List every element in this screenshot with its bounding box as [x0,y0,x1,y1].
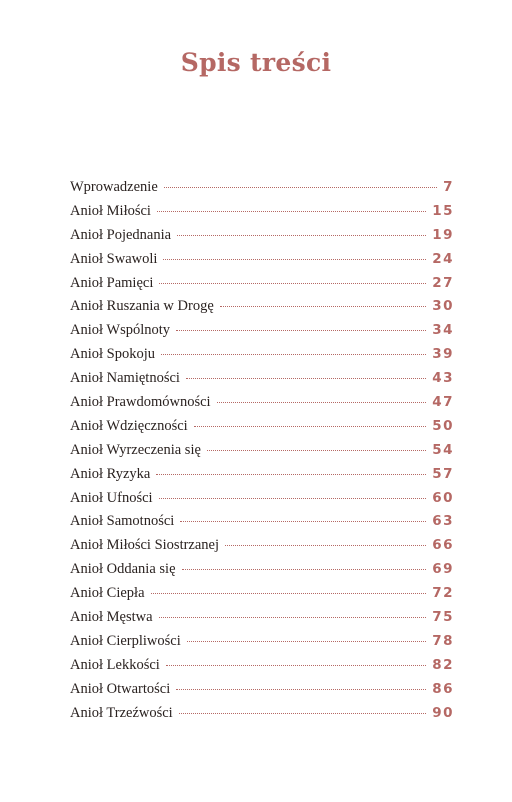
toc-entry-label: Wprowadzenie [70,179,158,195]
toc-entry-label: Anioł Pamięci [70,274,154,291]
toc-entry-page-number: 30 [432,298,454,315]
toc-entry [70,463,454,487]
toc-entry-label: Anioł Ruszania w Drogę [70,298,214,315]
toc-entry-label: Anioł Prawdomówności [70,394,211,411]
toc-entry-page-number: 57 [432,465,454,482]
toc-entry-page-number: 78 [432,632,454,649]
dot-leader [187,641,426,642]
toc-entry [70,200,454,224]
toc-entry [70,224,454,248]
toc-entry-page-number: 15 [432,202,454,219]
toc-entry [70,439,454,463]
toc-entry-label: Anioł Lekkości [70,656,160,673]
toc-entry [70,510,454,534]
toc-entry-page-number: 50 [432,417,454,434]
toc-entry-label: Anioł Cierpliwości [70,632,181,649]
dot-leader [157,211,426,212]
toc-entry [70,367,454,391]
dot-leader [163,259,426,260]
dot-leader [176,689,426,690]
toc-entry-page-number: 24 [432,250,454,267]
toc-entry-label: Anioł Spokoju [70,346,155,363]
toc-entry [70,702,454,726]
toc-entry-page-number: 60 [432,489,454,506]
dot-leader [186,378,426,379]
dot-leader [179,713,426,714]
dot-leader [161,354,426,355]
toc-entry [70,176,454,200]
toc-entry-page-number: 82 [432,656,454,673]
toc-entry-page-number: 34 [432,322,454,339]
toc-entry-page-number: 66 [432,537,454,554]
toc-entry-label: Anioł Ufności [70,489,153,506]
table-of-contents [70,176,454,725]
page-title: Spis treści [180,48,332,77]
dot-leader [159,283,426,284]
toc-entry-label: Anioł Wyrzeczenia się [70,441,201,458]
toc-entry-page-number: 86 [432,680,454,697]
toc-entry-page-number: 90 [432,704,454,721]
dot-leader [151,593,427,594]
toc-entry-label: Anioł Otwartości [70,680,171,697]
toc-entry-page-number: 72 [432,585,454,602]
toc-entry [70,534,454,558]
toc-entry-label: Anioł Ciepła [70,585,145,602]
toc-entry-page-number: 27 [432,274,454,291]
toc-entry [70,582,454,606]
toc-entry-label: Anioł Męstwa [70,609,153,626]
dot-leader [180,521,426,522]
toc-entry [70,343,454,367]
toc-entry [70,295,454,319]
toc-entry [70,272,454,296]
dot-leader [166,665,426,666]
dot-leader [220,306,426,307]
toc-entry [70,248,454,272]
toc-entry [70,319,454,343]
dot-leader [164,187,437,188]
toc-entry [70,487,454,511]
toc-entry-label: Anioł Namiętności [70,370,180,387]
toc-entry-label: Anioł Trzeźwości [70,704,173,721]
toc-entry [70,678,454,702]
toc-entry-label: Anioł Miłości [70,202,151,219]
toc-entry-page-number: 7 [443,179,454,195]
dot-leader [156,474,426,475]
toc-entry-label: Anioł Swawoli [70,250,158,267]
toc-entry [70,391,454,415]
toc-entry [70,630,454,654]
toc-entry-label: Anioł Wdzięczności [70,417,188,434]
toc-entry-page-number: 63 [432,513,454,530]
dot-leader [225,545,426,546]
dot-leader [159,498,427,499]
dot-leader [176,330,426,331]
dot-leader [182,569,427,570]
toc-entry-label: Anioł Pojednania [70,226,172,243]
toc-entry [70,415,454,439]
toc-entry [70,654,454,678]
toc-entry-page-number: 69 [432,561,454,578]
toc-entry [70,558,454,582]
toc-entry-page-number: 43 [432,370,454,387]
toc-entry-label: Anioł Ryzyka [70,465,151,482]
dot-leader [194,426,426,427]
toc-entry [70,606,454,630]
toc-entry-page-number: 75 [432,609,454,626]
dot-leader [177,235,426,236]
toc-entry-label: Anioł Oddania się [70,561,176,578]
toc-entry-page-number: 54 [432,441,454,458]
toc-entry-label: Anioł Samotności [70,513,175,530]
toc-entry-page-number: 47 [432,394,454,411]
dot-leader [207,450,426,451]
toc-entry-label: Anioł Miłości Siostrzanej [70,537,220,554]
toc-entry-page-number: 19 [432,226,454,243]
toc-entry-label: Anioł Wspólnoty [70,322,171,339]
dot-leader [217,402,427,403]
dot-leader [159,617,427,618]
toc-entry-page-number: 39 [432,346,454,363]
